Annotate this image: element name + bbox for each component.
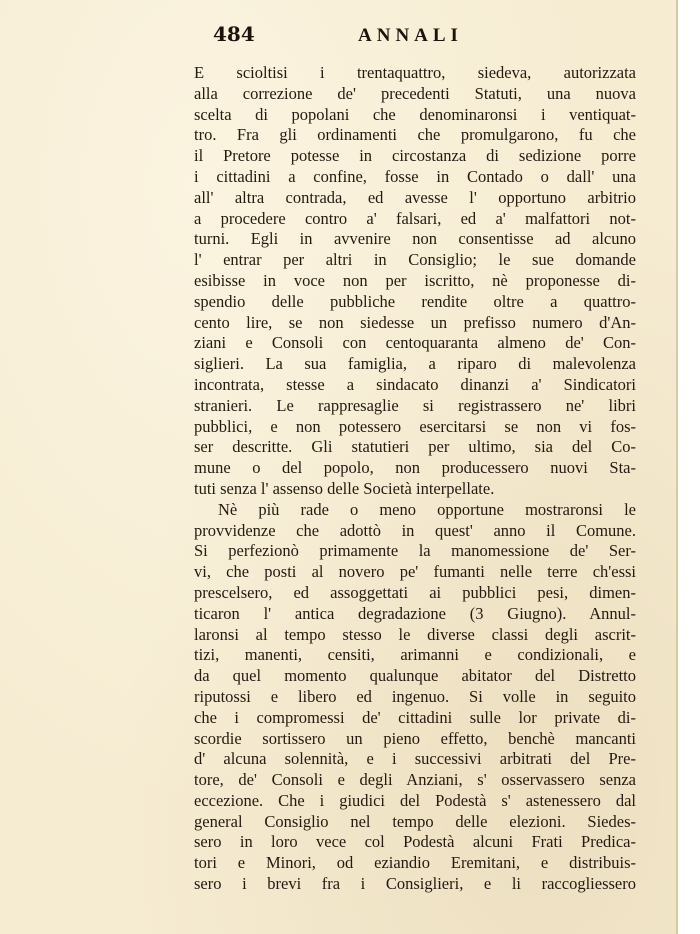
text-line: tori e Minori, od eziandio Eremitani, e distribuis- [194,853,636,873]
text-line: sero i brevi fra i Consiglieri, e li raccogliessero [194,874,636,894]
text-line: all' altra contrada, ed avesse l' opportuno arbitrio [194,187,636,207]
text-line: a procedere contro a' falsari, ed a' malfattori not- [194,208,636,228]
page-header [0,22,676,52]
text-line: d' alcuna solennità, e i successivi arbitrati del Pre- [194,749,636,769]
text-line: spendio delle pubbliche rendite oltre a quattro- [194,291,636,311]
text-line: scelta di popolani che denominaronsi i ventiquat- [194,104,636,124]
paragraph [194,63,636,500]
text-line: pubblici, e non potessero esercitarsi se non vi fos- [194,416,636,436]
text-line: tro. Fra gli ordinamenti che promulgarono, fu che [194,125,636,145]
page-number: 484 [213,22,255,46]
text-line: ticaron l' antica degradazione (3 Giugno). Annul- [194,603,636,623]
text-line: Si perfezionò primamente la manomessione de' Ser- [194,541,636,561]
text-line: alla correzione de' precedenti Statuti, una nuova [194,83,636,103]
page-edge [676,0,678,934]
text-line: eccezione. Che i giudici del Podestà s' astenessero dal [194,790,636,810]
text-line: tizi, manenti, censiti, arimanni e condizionali, e [194,645,636,665]
text-line: che i compromessi de' cittadini sulle lor private di- [194,707,636,727]
text-line: ziani e Consoli con centoquaranta almeno de' Con- [194,333,636,353]
body-text [194,63,636,895]
paragraph [194,500,636,895]
text-line: ser descritte. Gli statutieri per ultimo, sia del Co- [194,437,636,457]
text-line: incontrata, stesse a sindacato dinanzi a' Sindicatori [194,374,636,394]
text-line: E scioltisi i trentaquattro, siedeva, autorizzata [194,63,636,82]
text-line: cento lire, se non siedesse un prefisso numero d'An- [194,312,636,332]
text-line: turni. Egli in avvenire non consentisse ad alcuno [194,229,636,249]
text-line: Nè più rade o meno opportune mostraronsi le [218,499,636,519]
text-line: tore, de' Consoli e degli Anziani, s' osservassero senza [194,770,636,790]
text-line: provvidenze che adottò in quest' anno il Comune. [194,520,636,540]
text-line: il Pretore potesse in circostanza di sedizione porre [194,146,636,166]
text-line: laronsi al tempo stesso le diverse classi degli ascrit- [194,624,636,644]
text-line: siglieri. La sua famiglia, a riparo di malevolenza [194,354,636,374]
text-line: general Consiglio nel tempo delle elezioni. Siedes- [194,811,636,831]
text-line: da quel momento qualunque abitator del Distretto [194,666,636,686]
text-line: l' entrar per altri in Consiglio; le sue domande [194,250,636,270]
text-line: riputossi e libero ed ingenuo. Si volle in seguito [194,686,636,706]
text-line: scordie sortissero un pieno effetto, benchè mancanti [194,728,636,748]
text-line: mune o del popolo, non producessero nuovi Sta- [194,458,636,478]
text-line: tuti senza l' assenso delle Società interpellate. [194,478,495,498]
text-line: esibisse in voce non per iscritto, nè proponesse di- [194,270,636,290]
running-title: ANNALI [358,25,463,46]
text-line: stranieri. Le rappresaglie si registrassero ne' libri [194,395,636,415]
text-line: vi, che posti al novero pe' fumanti nelle terre ch'essi [194,562,636,582]
text-line: i cittadini a confine, fosse in Contado o dall' una [194,166,636,186]
text-line: sero in loro vece col Podestà alcuni Frati Predica- [194,832,636,852]
text-line: prescelsero, ed assoggettati ai pubblici pesi, dimen- [194,582,636,602]
